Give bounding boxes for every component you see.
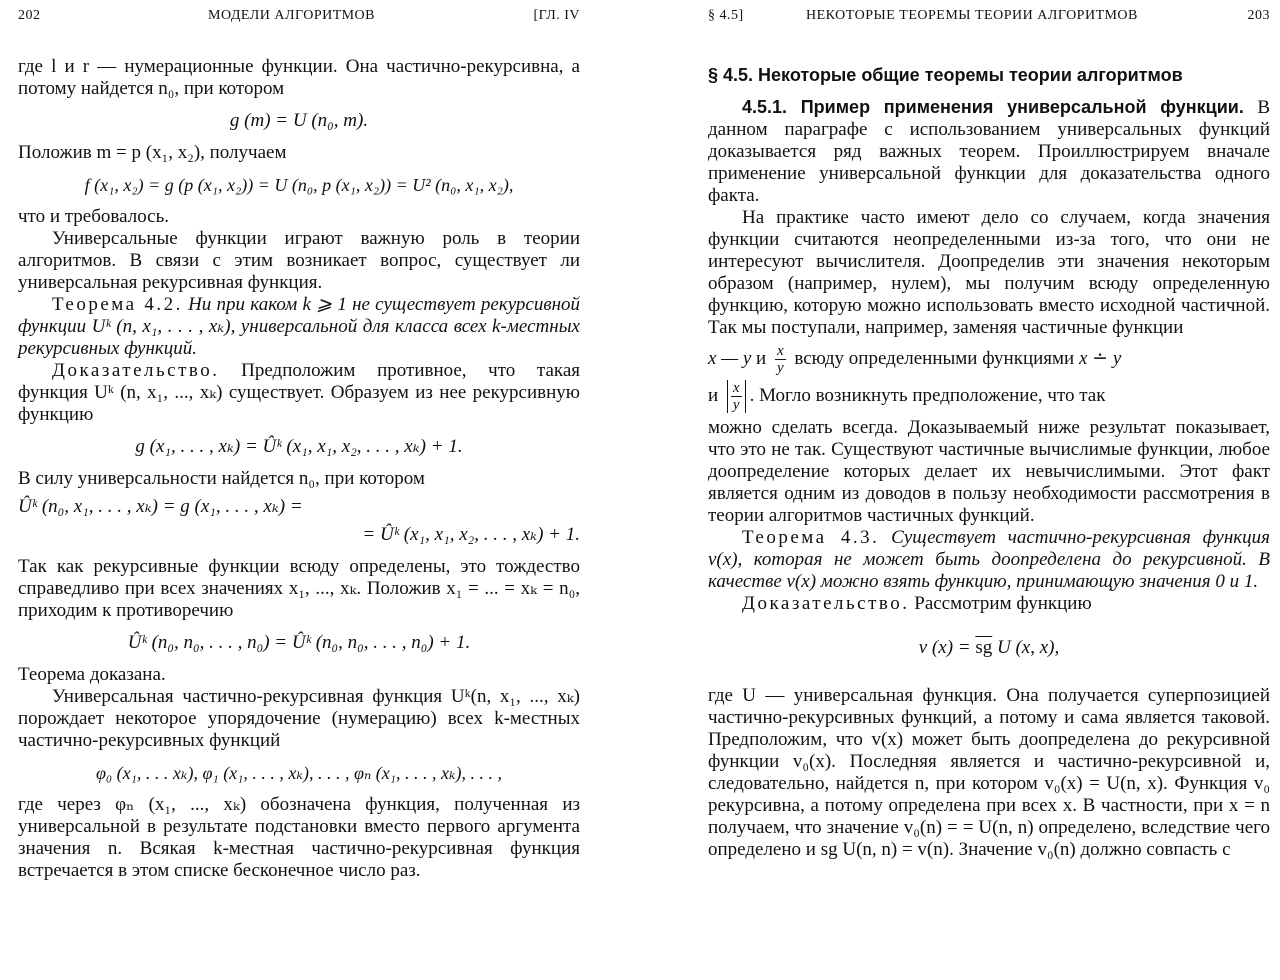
paragraph-text: . Могло возникнуть предположение, что так [749,384,1106,406]
chapter-label: [ГЛ. IV [533,8,580,23]
paragraph: В силу универсальности найдется n₀, при котором [18,468,425,489]
right-page-body [708,56,1270,861]
paragraph: Так как рекурсивные функции всюду определены, это тождество справедливо при всех значениях x₁, ..., xₖ. Положив x₁ = ... = xₖ = n₀, приходим к противоречию [18,556,580,621]
truncated-difference: x ∸ y [1078,347,1122,369]
paragraph: где U — универсальная функция. Она получается суперпозицией частично-рекурсивных функций, а потому и сама является таковой. Предположим, что v(x) может быть доопределена до рекурсивной функции v₀(x). Последняя является и частично-рекурсивной и, следовательно, найдется n, при котором v₀(x) = U(n, x). Функция v₀ рекурсивна, а потому определена при всех x. В частности, при x = n получаем, что значение v₀(n) = = U(n, n) определено, вследствие чего определено и sg U(n, n) = v(n). Значение v₀(n) должно совпасть с [708,685,1270,860]
equation: g (x₁, . . . , xₖ) = Ûᵏ (x₁, x₁, x₂, . . . , xₖ) + 1. [135,436,463,457]
integer-part-fraction [727,380,746,413]
fraction-denominator: y [732,397,740,413]
paragraph: Положив m = p (x₁, x₂), получаем [18,142,287,163]
paragraph: Теорема доказана. [18,664,166,685]
conjunction: и [708,384,719,406]
fraction-denominator: y [776,360,784,376]
page-number: 202 [18,8,41,23]
running-title: НЕКОТОРЫЕ ТЕОРЕМЫ ТЕОРИИ АЛГОРИТМОВ [806,8,1138,23]
running-title: МОДЕЛИ АЛГОРИТМОВ [208,8,376,23]
formula-line [708,380,1270,413]
page-number: 203 [1247,8,1270,23]
proof [708,593,1270,615]
theorem [18,294,580,360]
paragraph: что и требовалось. [18,206,170,227]
left-page-header [18,8,580,30]
theorem-label: Теорема 4.3. [742,527,880,548]
sg-function: $\overline{sg}$ [975,637,993,658]
fraction-numerator: x [732,380,740,396]
paragraph [708,96,1270,207]
left-page-body [18,56,580,882]
conjunction: и [756,347,767,369]
equation: Ûᵏ (n₀, x₁, . . . , xₖ) = g (x₁, . . . , xₖ) = [18,496,303,517]
equation-left: v (x) = [918,637,971,658]
proof [18,360,580,426]
equation: f (x₁, x₂) = g (p (x₁, x₂)) = U (n₀, p (x₁, x₂)) = U² (n₀, x₁, x₂), [84,175,514,195]
right-page-header [708,8,1270,30]
section-title: § 4.5. Некоторые общие теоремы теории алгоритмов [708,65,1183,85]
equation-right: U (x, x), [997,637,1060,658]
theorem-text: Ни при каком k ⩾ 1 не существует рекурсивной функции Uᵏ (n, x₁, . . . , xₖ), универсальной для класса всех k-местных рекурсивных функций. [18,294,581,359]
equation: Ûᵏ (n₀, n₀, . . . , n₀) = Ûᵏ (n₀, n₀, . . . , n₀) + 1. [127,632,471,653]
equation: g (m) = U (n₀, m). [229,110,369,131]
equation: = Ûᵏ (x₁, x₁, x₂, . . . , xₖ) + 1. [362,524,580,545]
paragraph: Универсальная частично-рекурсивная функция Uᵏ(n, x₁, ..., xₖ) порождает некоторое упорядочение (нумерацию) всех k-местных частично-рекурсивных функций [18,686,580,751]
equation: φ₀ (x₁, . . . xₖ), φ₁ (x₁, . . . , xₖ), . . . , φₙ (x₁, . . . , xₖ), . . . , [95,763,503,783]
proof-label: Доказательство. [52,360,220,381]
partial-difference: x — y [708,347,752,369]
proof-text: Предположим противное, что такая функция Uᵏ (n, x₁, ..., xₖ) существует. Образуем из нее рекурсивную функцию [18,360,581,425]
paragraph: можно сделать всегда. Доказываемый ниже результат показывает, что это не так. Существуют частичные вычислимые функции, любое доопределение которых делает их невычислимыми. Этот факт является одним из доводов в пользу необходимости рассмотрения в теории алгоритмов частичных функций. [708,417,1270,526]
formula-line [708,343,1270,376]
paragraph: На практике часто имеют дело со случаем, когда значения функции считаются неопределенными из-за того, что они не интересуют вычислителя. Доопределив эти значения некоторым образом (например, нулем), мы получим всюду определенную функцию, которую можно использовать вместо исходной частичной. Так мы поступали, например, заменяя частичные функции [708,207,1270,338]
theorem [708,527,1270,593]
left-page [18,0,580,980]
paragraph-text: всюду определенными функциями [794,347,1075,369]
fraction [775,343,786,376]
paragraph-text: В данном параграфе с использованием универсальных функций доказывается ряд важных теорем. Проиллюстрируем вначале применение универсальной функции для доказательства одного факта. [708,97,1271,206]
fraction-numerator: x [776,343,784,359]
paragraph: Универсальные функции играют важную роль в теории алгоритмов. В связи с этим возникает вопрос, существует ли универсальная рекурсивная функция. [18,228,580,293]
theorem-label: Теорема 4.2. [52,294,183,315]
paragraph: где через φₙ (x₁, ..., xₖ) обозначена функция, полученная из универсальной в результате подстановки вместо первого аргумента значения n. Всякая k-местная частично-рекурсивная функция встречается в этом списке бесконечное число раз. [18,794,580,881]
proof-text: Рассмотрим функцию [914,593,1092,614]
theorem-text: Существует частично-рекурсивная функция v(x), которая не может быть доопределена до рекурсивной. В качестве v(x) можно взять функцию, принимающую значения 0 и 1. [708,527,1271,592]
right-page [708,0,1270,980]
paragraph: где l и r — нумерационные функции. Она частично-рекурсивна, а потому найдется n₀, при котором [18,56,580,99]
equation [708,637,1270,659]
section-label: § 4.5] [708,8,744,23]
subsection-title: 4.5.1. Пример применения универсальной функции. [742,97,1244,117]
proof-label: Доказательство. [742,593,910,614]
